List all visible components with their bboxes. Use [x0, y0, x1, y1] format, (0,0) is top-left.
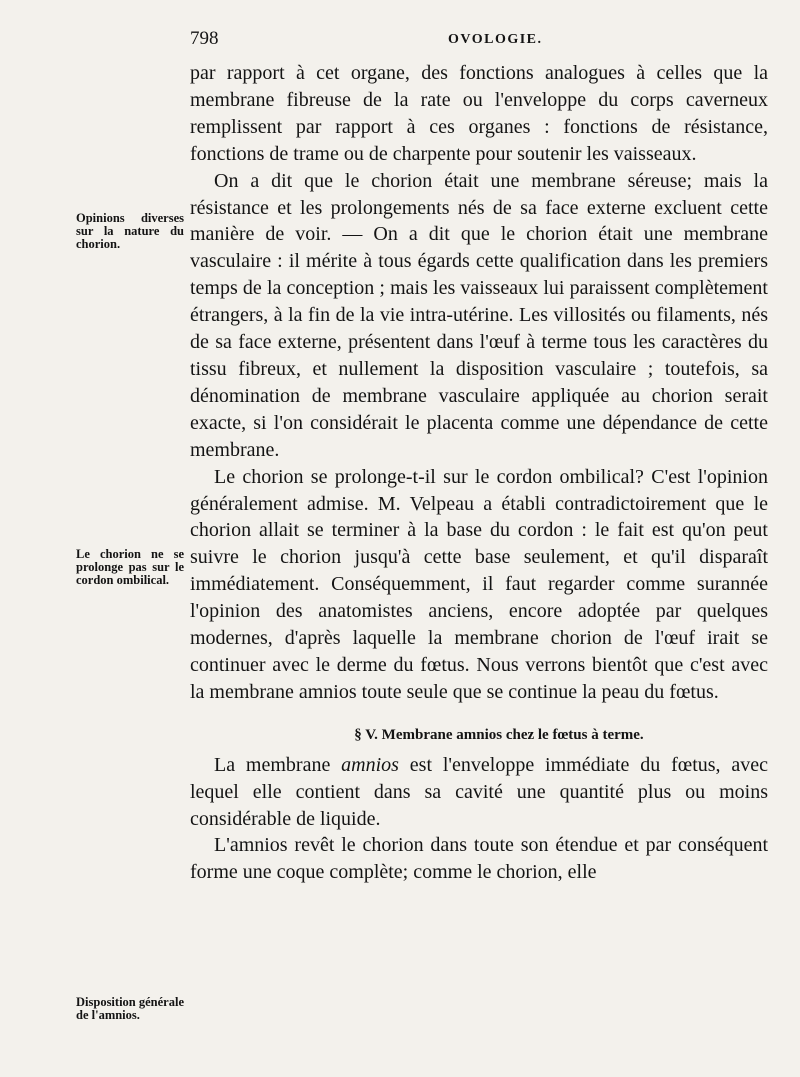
paragraph-chorion-nature: On a dit que le chorion était une membrane séreuse; mais la résistance et les prolongements nés de sa face externe excluent cette manière de voir. — On a dit que le chorion était une membrane vasculaire : il mérite à tous égards cette qualification dans les premiers temps de la conception ; mais les vaisseaux lui paraissent complètement étrangers, à la fin de la vie intra-utérine. Les villosités ou filaments, nés de sa face externe, présentent dans l'œuf à terme tous les caractères du tissu fibreux, et nullement la disposition vasculaire ; toutefois, sa dénomination de membrane vasculaire appliquée au chorion serait exacte, si l'on considérait le placenta comme une dépendance de cette membrane.	[190, 169, 768, 461]
paragraph-chorion-cord: Le chorion se prolonge-t-il sur le cordon ombilical? C'est l'opinion généralement admise. M. Velpeau a établi contradictoirement que le chorion allait se terminer à la base du cordon : le fait est qu'on peut suivre le chorion jusqu'à cette base seulement, et qu'il disparaît immédiatement. Conséquemment, il faut regarder comme surannée l'opinion des anatomistes anciens, encore adoptée par quelques modernes, d'après laquelle la membrane chorion de l'œuf irait se continuer avec le derme du fœtus. Nous verrons bientôt que c'est avec la membrane amnios toute seule que se continue la peau du fœtus.	[190, 465, 768, 703]
running-title: OVOLOGIE.	[448, 32, 543, 47]
margin-note-chorion-opinions: Opinions diverses sur la nature du chorion.	[76, 211, 184, 251]
margin-note-chorion-cord: Le chorion ne se prolonge pas sur le cordon ombilical.	[76, 547, 184, 587]
section-heading: § V. Membrane amnios chez le fœtus à terme.	[354, 726, 644, 743]
paragraph-amnios-disposition: L'amnios revêt le chorion dans toute son étendue et par conséquent forme une coque complète; comme le chorion, elle	[190, 834, 768, 884]
paragraph-amnios-definition	[190, 752, 768, 833]
page-header	[190, 26, 770, 56]
amnios-definition-start: La membrane	[214, 753, 342, 776]
amnios-definition-rest: est l'enveloppe immédiate du fœtus, avec lequel elle contient dans sa cavité une quantité plus ou moins considérable de liquide.	[190, 753, 769, 830]
body-text	[190, 60, 768, 886]
paragraph-continuation: par rapport à cet organe, des fonctions analogues à celles que la membrane fibreuse de la rate ou l'enveloppe du corps caverneux remplissent par rapport à ces organes : fonctions de résistance, fonctions de trame ou de charpente pour soutenir les vaisseaux.	[190, 62, 768, 165]
margin-note-amnios-disposition: Disposition générale de l'amnios.	[76, 995, 184, 1022]
page-number: 798	[190, 28, 219, 49]
amnios-term: amnios	[341, 753, 399, 776]
